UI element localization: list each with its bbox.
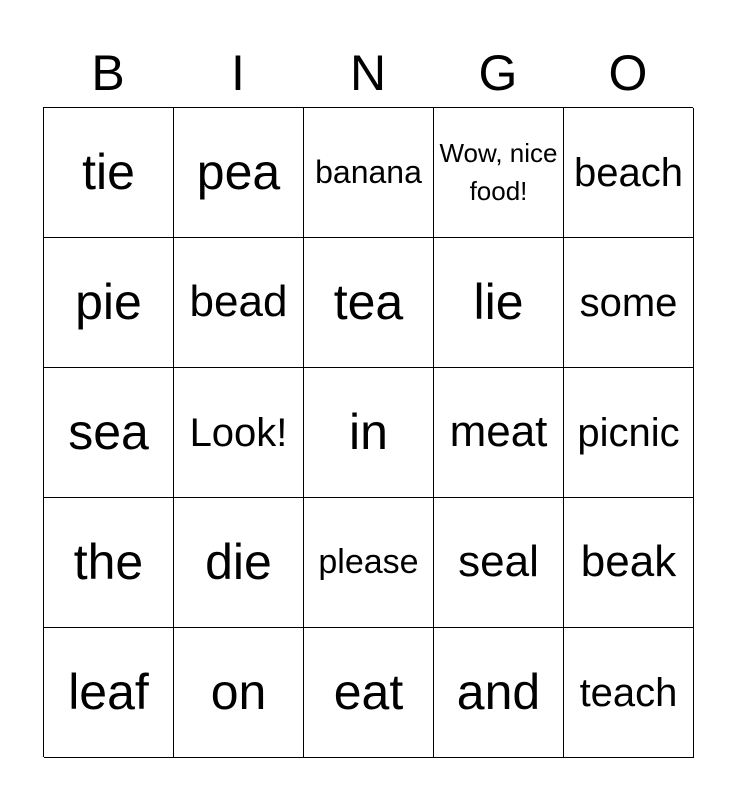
bingo-cell[interactable]: tea [304, 238, 434, 368]
header-letter-o: O [608, 45, 648, 101]
bingo-cell[interactable]: some [564, 238, 694, 368]
bingo-cell[interactable]: leaf [44, 628, 174, 758]
bingo-cell[interactable]: meat [434, 368, 564, 498]
bingo-cell[interactable]: in [304, 368, 434, 498]
bingo-cell[interactable]: seal [434, 498, 564, 628]
header-letter-n: N [349, 45, 387, 101]
bingo-cell[interactable]: beach [564, 108, 694, 238]
bingo-cell[interactable]: banana [304, 108, 434, 238]
header-letter-b: B [91, 45, 125, 101]
bingo-grid [43, 107, 693, 757]
bingo-cell[interactable]: picnic [564, 368, 694, 498]
bingo-cell[interactable]: teach [564, 628, 694, 758]
bingo-cell[interactable]: beak [564, 498, 694, 628]
bingo-header [43, 40, 693, 106]
bingo-cell[interactable]: pea [174, 108, 304, 238]
bingo-cell[interactable]: and [434, 628, 564, 758]
bingo-cell[interactable]: Wow, nice food! [434, 108, 564, 238]
bingo-cell[interactable]: sea [44, 368, 174, 498]
bingo-cell[interactable]: pie [44, 238, 174, 368]
header-letter-i: I [231, 45, 245, 101]
bingo-cell[interactable]: Look! [174, 368, 304, 498]
bingo-cell[interactable]: die [174, 498, 304, 628]
bingo-cell[interactable]: on [174, 628, 304, 758]
bingo-cell[interactable]: eat [304, 628, 434, 758]
bingo-cell[interactable]: tie [44, 108, 174, 238]
bingo-cell[interactable]: please [304, 498, 434, 628]
header-letter-g: G [478, 45, 518, 101]
bingo-cell[interactable]: lie [434, 238, 564, 368]
bingo-cell[interactable]: bead [174, 238, 304, 368]
bingo-cell[interactable]: the [44, 498, 174, 628]
